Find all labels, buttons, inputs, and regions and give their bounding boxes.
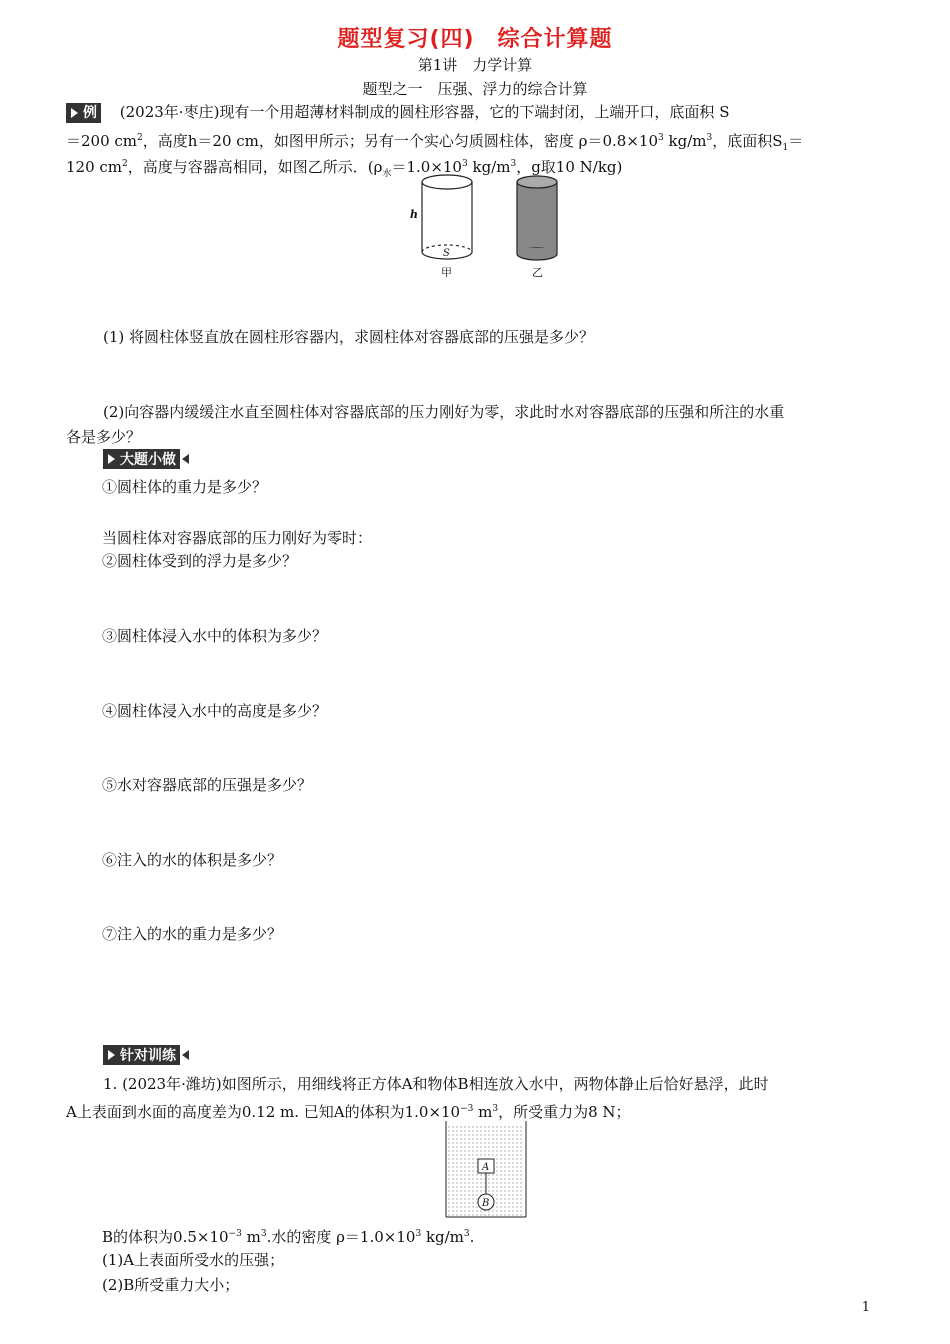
steps-tag: 大题小做 (103, 449, 189, 469)
example-tag: 例 (66, 103, 101, 123)
practice-1-line-1: 1. (2023年·潍坊)如图所示，用细线将正方体A和物体B相连放入水中，两物体静止后恰好悬浮，此时 (103, 1075, 769, 1093)
question-2-line-2: 各是多少？ (66, 428, 142, 446)
solid-cylinder (517, 176, 557, 260)
step-2: ②圆柱体受到的浮力是多少？ (102, 552, 298, 570)
step-3: ③圆柱体浸入水中的体积为多少？ (102, 627, 328, 645)
tank-figure (445, 1121, 527, 1219)
step-condition: 当圆柱体对容器底部的压力刚好为零时： (102, 529, 373, 547)
page-number: 1 (861, 1300, 870, 1315)
height-label: h (410, 208, 418, 221)
page-title: 题型复习(四) 综合计算题 (337, 27, 613, 52)
lecture-title: 第1讲 力学计算 (417, 56, 533, 74)
area-label: S (443, 248, 450, 259)
practice-1-line-2: A上表面到水面的高度差为0.12 m. 已知A的体积为$1.0\times 10^{-3}$ $m^3$，所受重力为8 N； (66, 1103, 631, 1121)
practice-tag: 针对训练 (103, 1045, 189, 1065)
step-1: ①圆柱体的重力是多少？ (102, 478, 268, 496)
figure-caption-jia: 甲 (441, 266, 452, 279)
practice-1-line-3: B的体积为$0.5\times 10^{-3}$ $m^3$.水的密度 $\rho=1.0\times 10^3$ $kg/m^3$. (102, 1228, 475, 1246)
step-5: ⑤水对容器底部的压强是多少？ (102, 776, 313, 794)
topic-title: 题型之一 压强、浮力的综合计算 (362, 80, 588, 98)
example-line-1: 例 (2023年·枣庄)现有一个用超薄材料制成的圆柱形容器，它的下端封闭，上端开口，底面积 S (66, 99, 874, 125)
cube-a-label: A (482, 1162, 490, 1173)
example-line-2: ＝200 $cm^2$，高度h＝20 cm，如图甲所示；另有一个实心匀质圆柱体，密度 $\rho=0.8\times 10^3$ $kg/m^3$，底面积$S_1=$ (66, 132, 804, 153)
practice-question-2: (2)B所受重力大小； (102, 1276, 240, 1294)
figure-caption-yi: 乙 (532, 266, 543, 279)
step-6: ⑥注入的水的体积是多少？ (102, 851, 283, 869)
question-1: (1) 将圆柱体竖直放在圆柱形容器内，求圆柱体对容器底部的压强是多少？ (103, 328, 595, 346)
practice-question-1: (1)A上表面所受水的压强； (102, 1251, 285, 1269)
step-4: ④圆柱体浸入水中的高度是多少？ (102, 702, 328, 720)
question-2-line-1: (2)向容器内缓缓注水直至圆柱体对容器底部的压力刚好为零，求此时水对容器底部的压强和所注的水重 (103, 403, 785, 421)
container-cylinder (422, 175, 472, 259)
example-line-3: 120 $cm^2$，高度与容器高相同，如图乙所示．($\rho_水=1.0\times 10^3$ $kg/m^3$，g取10 N/kg) (66, 158, 623, 179)
object-b-label: B (482, 1198, 490, 1209)
step-7: ⑦注入的水的重力是多少？ (102, 925, 283, 943)
cylinder-figure (400, 170, 570, 282)
